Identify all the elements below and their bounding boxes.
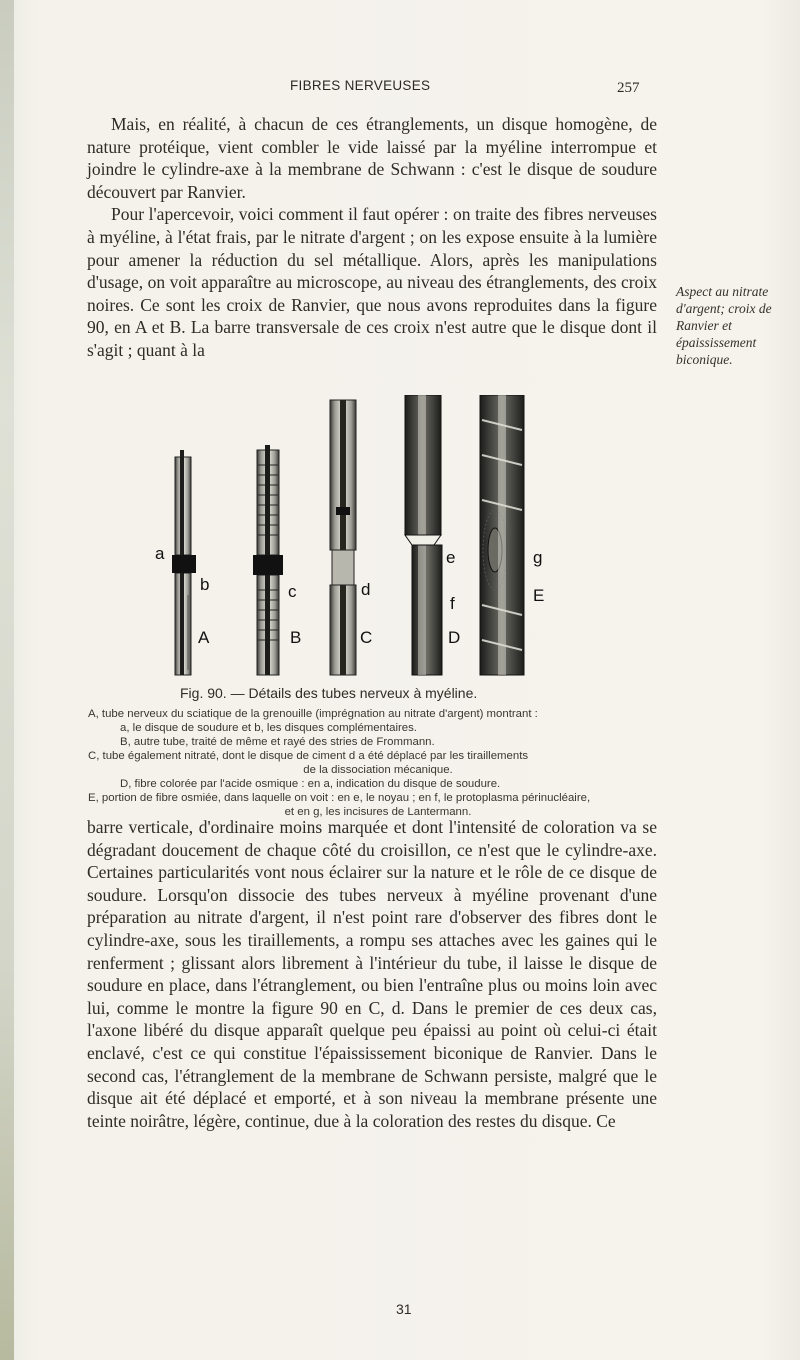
folio-number: 31	[396, 1301, 412, 1317]
page-number: 257	[617, 80, 640, 96]
figure-90	[150, 395, 650, 677]
body-text-bottom	[87, 816, 657, 1132]
paragraph-2: Pour l'apercevoir, voici comment il faut opérer : on traite des fibres nerveuses à myéline, à l'état frais, par le nitrate d'argent ; on les expose ensuite à la lumière pour amener la réduction du sel métallique. Alors, après les manipulations d'usage, on voit apparaître au microscope, au niveau des étranglements, des croix noires. Ce sont les croix de Ranvier, que nous avons reproduites dans la figure 90, en A et B. La barre transversale de ces croix n'est autre que le disque dont il s'agit ; quant à la	[87, 204, 657, 360]
running-head: FIBRES NERVEUSES	[290, 78, 431, 93]
legend-line: D, fibre colorée par l'acide osmique : en a, indication du disque de soudure.	[120, 778, 501, 790]
nerve-fiber-illustration	[150, 395, 650, 677]
paragraph-1: Mais, en réalité, à chacun de ces étranglements, un disque homogène, de nature protéique, vient combler le vide laissé par la myéline interrompue et joindre le cylindre-axe à la membrane de Schwann : c'est le disque de soudure découvert par Ranvier.	[87, 114, 657, 202]
legend-line: et en g, les incisures de Lantermann.	[284, 806, 472, 818]
legend-line: A, tube nerveux du sciatique de la grenouille (imprégnation au nitrate d'argent) montrant :	[88, 708, 538, 720]
label-f: f	[450, 594, 455, 613]
legend-line: B, autre tube, traité de même et rayé des stries de Frommann.	[120, 736, 435, 748]
fiber-D	[405, 395, 442, 675]
legend-line: C, tube également nitraté, dont le disque de ciment d a été déplacé par les tiraillements	[88, 750, 529, 762]
page-binding-edge	[0, 0, 14, 1360]
label-C: C	[360, 628, 373, 647]
fiber-A	[172, 450, 196, 675]
body-text-top	[87, 113, 657, 362]
fiber-B	[253, 445, 283, 675]
fiber-E	[480, 395, 524, 675]
page-header	[0, 78, 800, 100]
legend-line: a, le disque de soudure et b, les disques complémentaires.	[120, 722, 417, 734]
label-a: a	[155, 544, 165, 563]
label-d: d	[361, 580, 371, 599]
margin-note: Aspect au nitrate d'argent; croix de Ranvier et épaississement biconique.	[676, 284, 772, 367]
label-D: D	[448, 628, 461, 647]
paragraph-3: barre verticale, d'ordinaire moins marquée et dont l'intensité de coloration va se dégradant doucement de chaque côté du croisillon, ce n'est que le cylindre-axe. Certaines particularités vont nous éclairer sur la nature et le rôle de ce disque de soudure. Lorsqu'on dissocie des tubes nerveux à myéline provenant d'une préparation au nitrate d'argent, il n'est point rare d'observer des fibres dont le cylindre-axe, sous les tiraillements, a rompu ses attaches avec les gaines qui le renferment ; glissant alors librement à l'intérieur du tube, il laisse le disque de soudure en place, dans l'étranglement, ou bien l'entraîne plus ou moins loin avec lui, comme le montre la figure 90 en C, d. Dans le premier de ces deux cas, l'axone libéré du disque apparaît quelque peu épaissi au point où celui-ci était enclavé, c'est ce qui constitue l'épaississement biconique de Ranvier. Dans le second cas, l'étranglement de la membrane de Schwann persiste, malgré que le disque ait été déplacé et emporté, et à son niveau la membrane présente une teinte noirâtre, légère, continue, due à la coloration des restes du disque. Ce	[87, 817, 657, 1131]
label-b: b	[200, 575, 210, 594]
label-g: g	[533, 548, 543, 567]
legend-line: E, portion de fibre osmiée, dans laquelle on voit : en e, le noyau ; en f, le protoplasma périnucléaire,	[88, 792, 591, 804]
fiber-C	[330, 400, 356, 675]
label-c: c	[288, 582, 297, 601]
legend-line: de la dissociation mécanique.	[303, 764, 453, 776]
label-e: e	[446, 548, 456, 567]
figure-legend	[88, 707, 668, 819]
label-A: A	[198, 628, 210, 647]
figure-caption: Fig. 90. — Détails des tubes nerveux à myéline.	[180, 685, 478, 701]
label-B: B	[290, 628, 302, 647]
label-E: E	[533, 586, 545, 605]
